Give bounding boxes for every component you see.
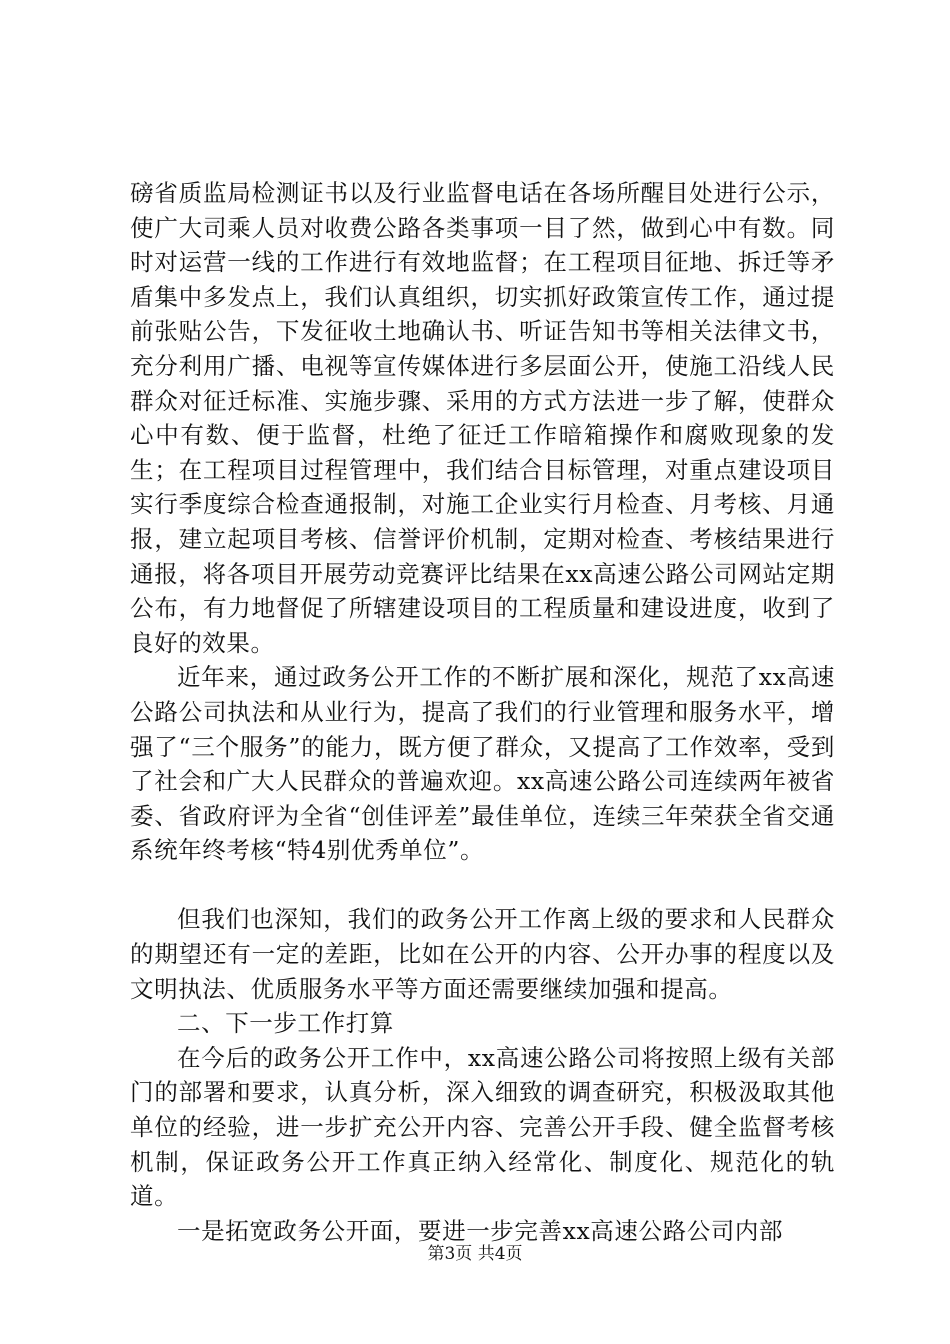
- section-heading: 二、下一步工作打算: [177, 1009, 394, 1038]
- paragraph-shortcomings: 但我们也深知，我们的政务公开工作离上级的要求和人民群众的期望还有一定的差距，比如在公开的内容、公开办事的程度以及文明执法、优质服务水平等方面还需要继续加强和提高。: [130, 905, 835, 1003]
- paragraph-continuation: 磅省质监局检测证书以及行业监督电话在各场所醒目处进行公示，使广大司乘人员对收费公路各类事项一目了然，做到心中有数。同时对运营一线的工作进行有效地监督；在工程项目征地、拆迁等矛盾集中多发点上，我们认真组织，切实抓好政策宣传工作，通过提前张贴公告，下发征收土地确认书、听证告知书等相关法律文书，充分利用广播、电视等宣传媒体进行多层面公开，使施工沿线人民群众对征迁标准、实施步骤、采用的方式方法进一步了解，使群众心中有数、便于监督，杜绝了征迁工作暗箱操作和腐败现象的发生；在工程项目过程管理中，我们结合目标管理，对重点建设项目实行季度综合检查通报制，对施工企业实行月检查、月考核、月通报，建立起项目考核、信誉评价机制，定期对检查、考核结果进行通报，将各项目开展劳动竞赛评比结果在xx高速公路公司网站定期公布，有力地督促了所辖建设项目的工程质量和建设进度，收到了良好的效果。: [130, 179, 835, 657]
- blank-line: [130, 868, 835, 903]
- page-number-footer: 第3页 共4页: [427, 1244, 523, 1264]
- document-body: [130, 176, 835, 1248]
- paragraph-item-one: 一是拓宽政务公开面，要进一步完善xx高速公路公司内部: [177, 1216, 784, 1245]
- paragraph-next-steps: 在今后的政务公开工作中，xx高速公路公司将按照上级有关部门的部署和要求，认真分析，深入细致的调查研究，积极汲取其他单位的经验，进一步扩充公开内容、完善公开手段、健全监督考核机制，保证政务公开工作真正纳入经常化、制度化、规范化的轨道。: [130, 1043, 835, 1211]
- paragraph-achievements: 近年来，通过政务公开工作的不断扩展和深化，规范了xx高速公路公司执法和从业行为，提高了我们的行业管理和服务水平，增强了“三个服务”的能力，既方便了群众，又提高了工作效率，受到了社会和广大人民群众的普遍欢迎。xx高速公路公司连续两年被省委、省政府评为全省“创佳评差”最佳单位，连续三年荣获全省交通系统年终考核“特4别优秀单位”。: [130, 663, 835, 865]
